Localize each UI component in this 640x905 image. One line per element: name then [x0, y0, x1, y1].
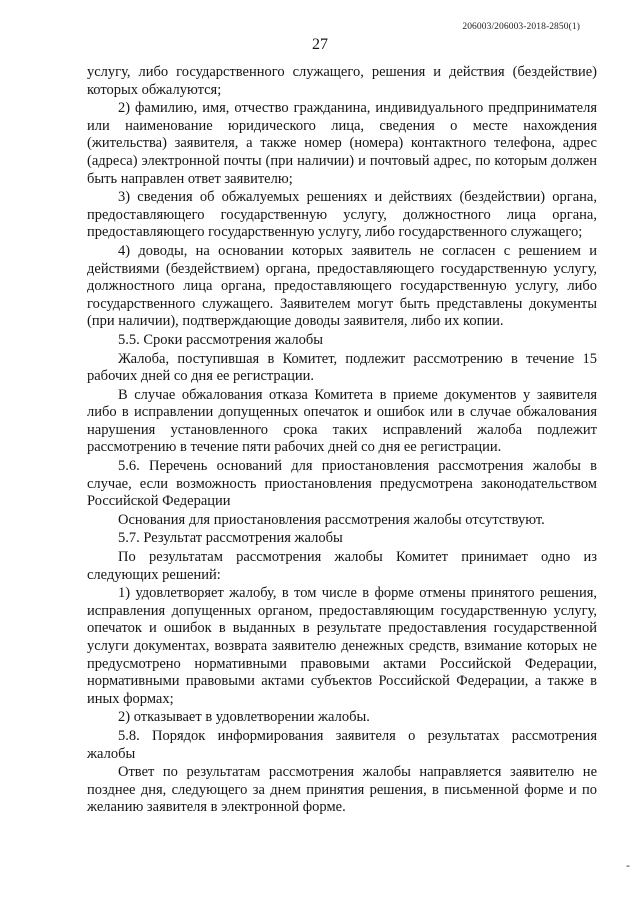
section-heading-5-5: 5.5. Сроки рассмотрения жалобы	[118, 331, 323, 348]
paragraph-item-4: 4) доводы, на основании которых заявитель не согласен с решением и действиями (бездействием) органа, предоставляющего государственную услугу, должностного лица органа, предоставляющего государственную услугу, либо государственного служащего. Заявителем могут быть представлены документы (при наличии), подтверждающие доводы заявителя, либо их копии.	[87, 242, 597, 330]
paragraph-item-3: 3) сведения об обжалуемых решениях и действиях (бездействии) органа, предоставляющего государственную услугу, должностного лица органа, предоставляющего государственную услугу, либо государственного служащего;	[87, 189, 597, 241]
margin-mark: -	[626, 858, 630, 872]
document-registration-code: 206003/206003-2018-2850(1)	[462, 22, 580, 32]
paragraph-decision-refuse: 2) отказывает в удовлетворении жалобы.	[118, 709, 370, 726]
paragraph-decisions-intro: По результатам рассмотрения жалобы Комитет принимает одно из следующих решений:	[87, 549, 597, 583]
paragraph-answer-delivery: Ответ по результатам рассмотрения жалобы направляется заявителю не позднее дня, следующего за днем принятия решения, в письменной форме и по желанию заявителя в электронной форме.	[87, 764, 597, 816]
section-heading-5-6: 5.6. Перечень оснований для приостановления рассмотрения жалобы в случае, если возможность приостановления предусмотрена законодательством Российской Федерации	[87, 458, 597, 510]
paragraph-refusal-review-term: В случае обжалования отказа Комитета в приеме документов у заявителя либо в исправлении допущенных опечаток и ошибок или в случае обжалования нарушения установленного срока таких исправлений жалоба подлежит рассмотрению в течение пяти рабочих дней со дня ее регистрации.	[87, 386, 597, 456]
paragraph-item-2: 2) фамилию, имя, отчество гражданина, индивидуального предпринимателя или наименование юридического лица, сведения о месте нахождения (жительства) заявителя, а также номер (номера) контактного телефона, адрес (адреса) электронной почты (при наличии) и почтовый адрес, по которым должен быть направлен ответ заявителю;	[87, 100, 597, 187]
section-heading-5-8: 5.8. Порядок информирования заявителя о результатах рассмотрения жалобы	[87, 727, 597, 762]
paragraph-continuation: услугу, либо государственного служащего, решения и действия (бездействие) которых обжалуются;	[87, 64, 597, 98]
paragraph-decision-satisfy: 1) удовлетворяет жалобу, в том числе в форме отмены принятого решения, исправления допущенных органом, предоставляющим государственную услугу, опечаток и ошибок в выданных в результате предоставления государственной услуги документах, возврата заявителю денежных средств, взимание которых не предусмотрено нормативными правовыми актами Российской Федерации, нормативными правовыми актами субъектов Российской Федерации, а также в иных формах;	[87, 585, 597, 707]
paragraph-no-suspension-grounds: Основания для приостановления рассмотрения жалобы отсутствуют.	[118, 511, 545, 528]
page-number: 27	[312, 36, 328, 53]
document-body	[87, 64, 597, 818]
section-heading-5-7: 5.7. Результат рассмотрения жалобы	[118, 530, 343, 547]
paragraph-review-term: Жалоба, поступившая в Комитет, подлежит рассмотрению в течение 15 рабочих дней со дня ее регистрации.	[87, 350, 597, 385]
